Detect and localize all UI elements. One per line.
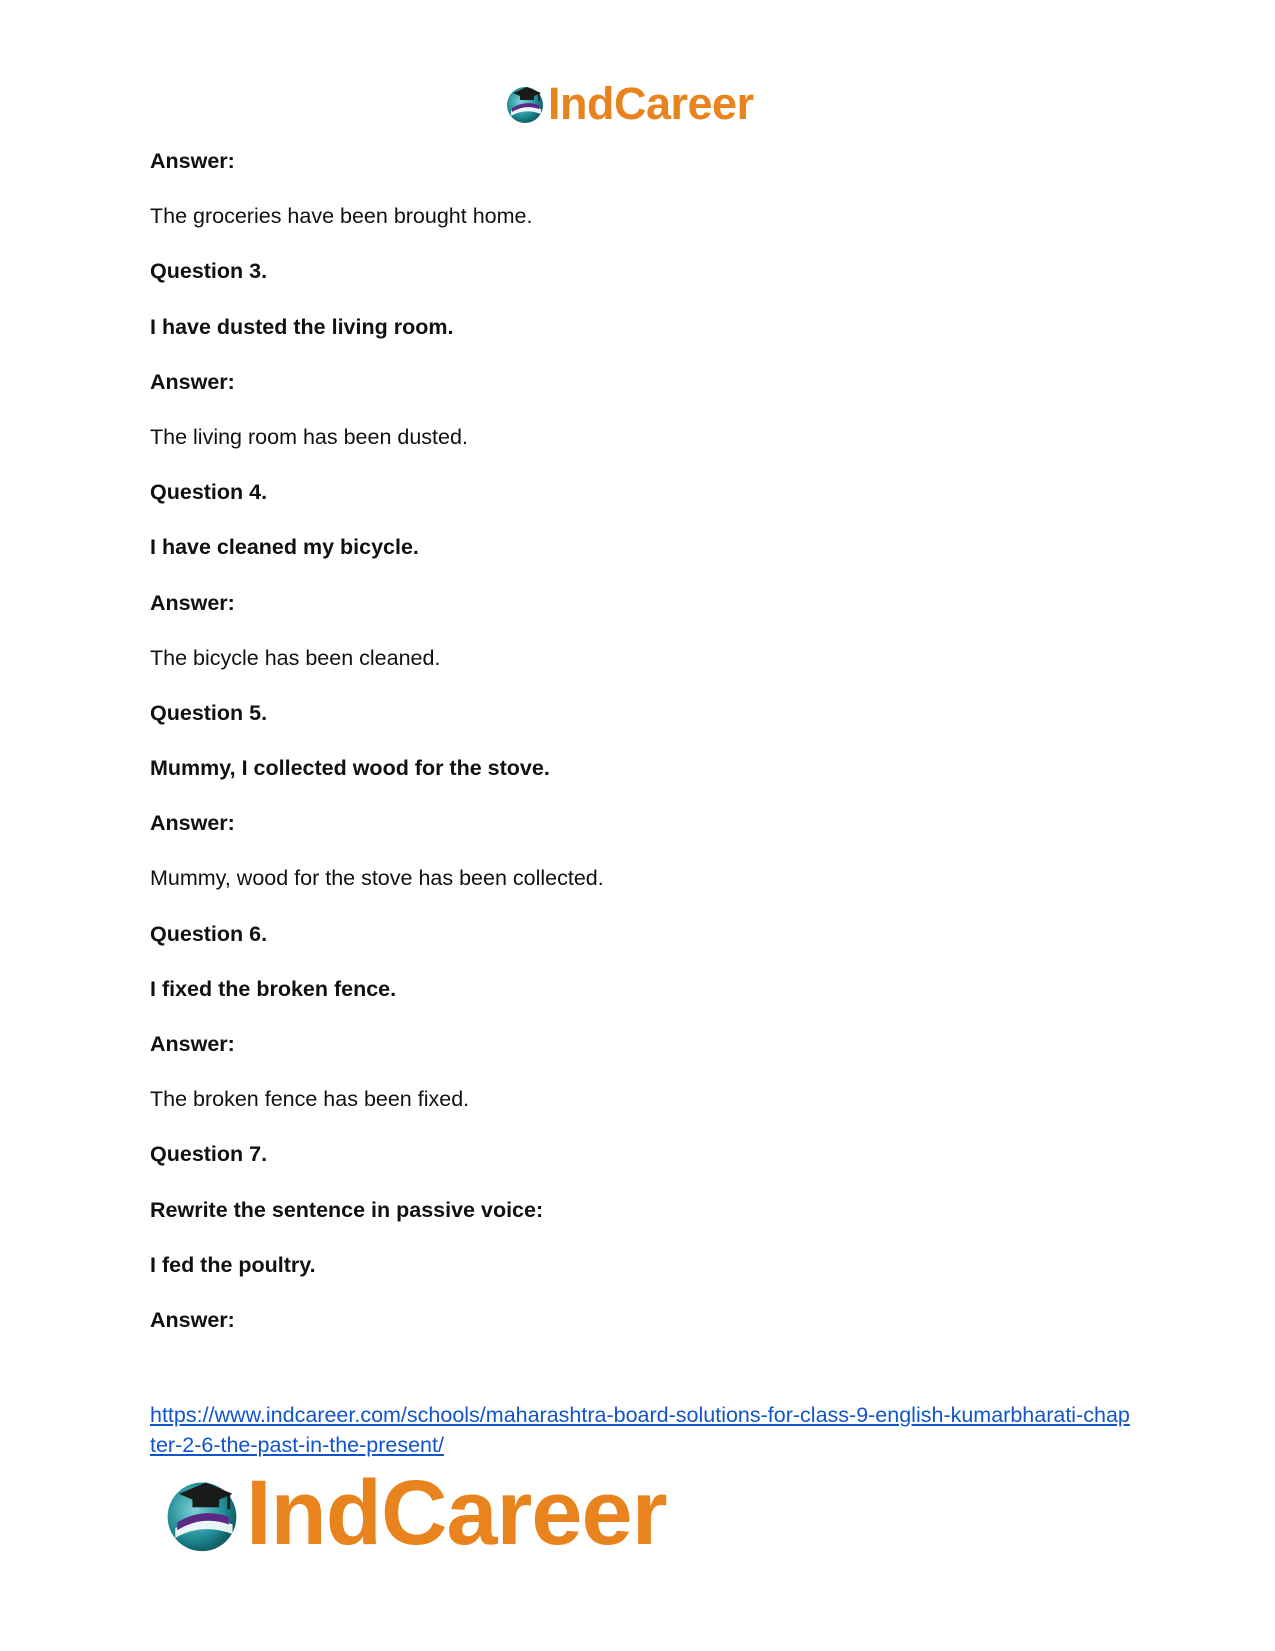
bold-text-line: I have cleaned my bicycle. <box>150 535 419 560</box>
answer-text-line: The broken fence has been fixed. <box>150 1087 470 1112</box>
bold-text-line: I fed the poultry. <box>150 1252 316 1277</box>
bold-text-line: I have dusted the living room. <box>150 314 454 339</box>
bold-text-line: Question 7. <box>150 1142 268 1167</box>
graduation-globe-icon <box>503 81 547 125</box>
graduation-globe-icon <box>160 1471 244 1555</box>
footer-logo-text: IndCareer <box>246 1462 667 1564</box>
bold-text-line: Question 4. <box>150 480 268 505</box>
answer-text-line: The groceries have been brought home. <box>150 204 533 229</box>
answer-text-line: Mummy, wood for the stove has been collected. <box>150 866 604 891</box>
bold-text-line: Answer: <box>150 369 235 394</box>
answer-text-line: The living room has been dusted. <box>150 424 468 449</box>
bold-text-line: Question 6. <box>150 921 268 946</box>
footer-logo <box>160 1462 667 1564</box>
bold-text-line: Mummy, I collected wood for the stove. <box>150 756 550 781</box>
bold-text-line: Answer: <box>150 590 235 615</box>
header-logo <box>503 78 754 128</box>
bold-text-line: Answer: <box>150 149 235 173</box>
bold-text-line: Answer: <box>150 811 235 836</box>
bold-text-line: Question 3. <box>150 259 268 284</box>
bold-text-line: Rewrite the sentence in passive voice: <box>150 1197 544 1222</box>
bold-text-line: Question 5. <box>150 700 268 725</box>
source-link[interactable]: https://www.indcareer.com/schools/maharashtra-board-solutions-for-class-9-english-kumarbharati-chapter-2-6-the-past-in-the-present/ <box>150 1403 1130 1457</box>
header-logo-text: IndCareer <box>548 77 754 129</box>
answer-text-line: The bicycle has been cleaned. <box>150 645 441 670</box>
document-body <box>150 148 1130 1362</box>
bold-text-line: Answer: <box>150 1307 235 1332</box>
bold-text-line: I fixed the broken fence. <box>150 976 397 1001</box>
bold-text-line: Answer: <box>150 1032 235 1056</box>
